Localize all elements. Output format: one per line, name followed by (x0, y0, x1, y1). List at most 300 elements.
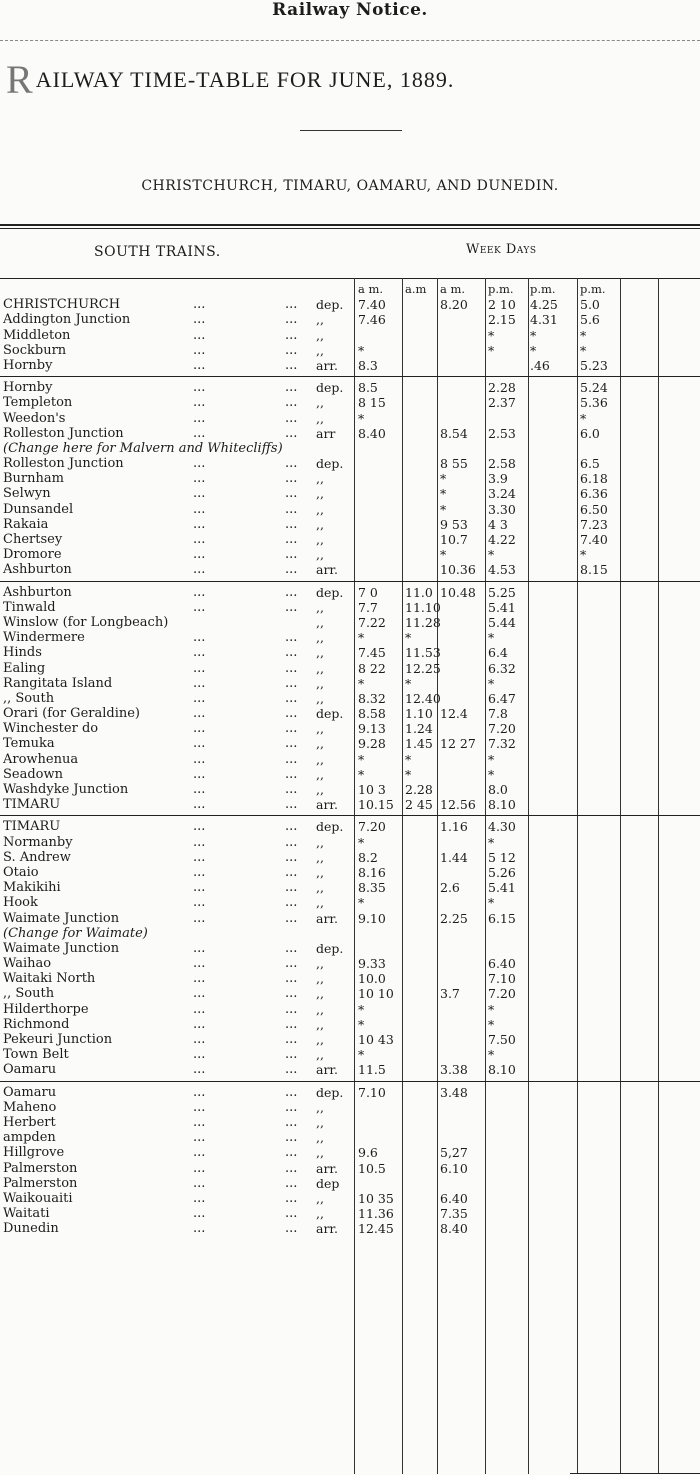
time-cell: 11.53 (405, 645, 441, 661)
leader-dots: ... (285, 425, 298, 441)
leader-dots: ... (285, 471, 298, 487)
timetable-row (0, 1047, 700, 1062)
station-name: Rakaia (3, 516, 49, 532)
leader-dots: ... (285, 1130, 298, 1146)
leader-dots: ... (193, 327, 206, 343)
leader-dots: ... (193, 1130, 206, 1146)
top-rule (0, 40, 700, 41)
arr-dep-mark: dep. (316, 819, 344, 835)
arr-dep-mark: dep. (316, 584, 344, 600)
arr-dep-mark: ,, (316, 1099, 324, 1115)
time-cell: 5.44 (488, 614, 516, 630)
arr-dep-mark: dep. (316, 940, 344, 956)
time-cell: * (358, 630, 365, 646)
block-separator (0, 1078, 700, 1085)
time-cell: 4.25 (530, 297, 558, 313)
time-cell: 8.0 (488, 782, 508, 797)
time-cell: 8.32 (358, 690, 386, 706)
station-name: Ashburton (3, 584, 72, 600)
time-cell: 2.58 (488, 456, 516, 472)
timetable-row (0, 691, 700, 706)
time-cell: 6.0 (580, 425, 600, 441)
arr-dep-mark: ,, (316, 327, 324, 343)
leader-dots: ... (285, 297, 298, 313)
timetable-row (0, 1145, 700, 1160)
time-cell: 8 22 (358, 660, 386, 676)
leader-dots: ... (193, 819, 206, 835)
block-separator (0, 373, 700, 380)
leader-dots: ... (193, 675, 206, 691)
time-cell: 4.22 (488, 532, 516, 547)
leader-dots: ... (285, 395, 298, 411)
timetable-row (0, 441, 700, 456)
time-cell: 4 3 (488, 516, 508, 532)
time-cell: * (358, 675, 365, 691)
time-cell: 4.53 (488, 562, 516, 578)
week-days-heading: Week Days (466, 242, 537, 257)
station-name: ampden (3, 1130, 56, 1146)
time-cell: 5.41 (488, 599, 516, 615)
leader-dots: ... (285, 986, 298, 1002)
section-heading: SOUTH TRAINS. (94, 244, 221, 260)
leader-dots: ... (285, 1175, 298, 1191)
time-cell: 5.25 (488, 584, 516, 600)
arr-dep-mark: ,, (316, 660, 324, 676)
leader-dots: ... (193, 766, 206, 782)
leader-dots: ... (285, 486, 298, 502)
leader-dots: ... (193, 797, 206, 813)
time-cell: 5.26 (488, 864, 516, 880)
time-cell: * (405, 766, 412, 782)
time-cell: 5.24 (580, 380, 608, 396)
leader-dots: ... (193, 1032, 206, 1047)
time-cell: * (405, 630, 412, 646)
timetable-row (0, 328, 700, 343)
arr-dep-mark: arr. (316, 562, 339, 578)
leader-dots: ... (193, 630, 206, 646)
arr-dep-mark: arr. (316, 357, 339, 373)
arr-dep-mark: ,, (316, 880, 324, 896)
station-name: Washdyke Junction (3, 782, 129, 797)
leader-dots: ... (285, 675, 298, 691)
station-name: Ealing (3, 660, 46, 676)
timetable-row (0, 926, 700, 941)
time-cell: * (580, 327, 587, 343)
station-name: Ashburton (3, 562, 72, 578)
arr-dep-mark: ,, (316, 1145, 324, 1161)
block-separator (0, 812, 700, 819)
bottom-rule (570, 1473, 700, 1474)
arr-dep-mark: ,, (316, 1206, 324, 1222)
time-cell: 1.10 (405, 706, 433, 722)
time-cell: 6.18 (580, 471, 608, 487)
arr-dep-mark: arr. (316, 1062, 339, 1078)
leader-dots: ... (193, 864, 206, 880)
timetable-row (0, 1161, 700, 1176)
timetable-row (0, 358, 700, 373)
station-name: Weedon's (3, 410, 66, 426)
time-cell: 6.36 (580, 486, 608, 502)
station-name: Herbert (3, 1114, 56, 1130)
arr-dep-mark: ,, (316, 736, 324, 752)
leader-dots: ... (193, 721, 206, 737)
leader-dots: ... (193, 895, 206, 911)
arr-dep-mark: ,, (316, 395, 324, 411)
timetable-row (0, 1206, 700, 1221)
arr-dep-mark: ,, (316, 410, 324, 426)
station-name: Winchester do (3, 721, 99, 737)
time-cell: 6.4 (488, 645, 508, 661)
arr-dep-mark: arr. (316, 910, 339, 926)
timetable-row (0, 956, 700, 971)
leader-dots: ... (193, 751, 206, 767)
time-cell: 8.40 (440, 1221, 468, 1237)
leader-dots: ... (285, 532, 298, 547)
column-head: a m. (440, 282, 466, 296)
station-name: Rolleston Junction (3, 425, 124, 441)
time-cell: 5.36 (580, 395, 608, 411)
arr-dep-mark: ,, (316, 1016, 324, 1032)
arr-dep-mark: ,, (316, 501, 324, 517)
leader-dots: ... (285, 1016, 298, 1032)
time-cell: * (488, 327, 495, 343)
leader-dots: ... (285, 797, 298, 813)
leader-dots: ... (193, 516, 206, 532)
arr-dep-mark: dep. (316, 1084, 344, 1100)
time-cell: 9.33 (358, 956, 386, 972)
timetable-row (0, 1221, 700, 1236)
time-cell: 8.10 (488, 797, 516, 813)
arr-dep-mark: ,, (316, 971, 324, 987)
leader-dots: ... (193, 971, 206, 987)
arr-dep-mark: ,, (316, 547, 324, 563)
leader-dots: ... (193, 1175, 206, 1191)
leader-dots: ... (193, 1145, 206, 1161)
leader-dots: ... (285, 547, 298, 563)
timetable-row (0, 395, 700, 410)
time-cell: * (358, 766, 365, 782)
leader-dots: ... (193, 1047, 206, 1063)
arr-dep-mark: ,, (316, 782, 324, 797)
time-cell: * (440, 501, 447, 517)
arr-dep-mark: ,, (316, 895, 324, 911)
timetable-row (0, 471, 700, 486)
time-cell: 9.6 (358, 1145, 378, 1161)
block-separator (0, 578, 700, 585)
title-rule (300, 130, 402, 131)
time-cell: 8.10 (488, 1062, 516, 1078)
leader-dots: ... (193, 956, 206, 972)
leader-dots: ... (285, 410, 298, 426)
timetable-row (0, 426, 700, 441)
time-cell: 3.24 (488, 486, 516, 502)
time-cell: 11.0 (405, 584, 433, 600)
time-cell: 8.15 (580, 562, 608, 578)
leader-dots: ... (285, 1032, 298, 1047)
station-name: Maheno (3, 1099, 57, 1115)
station-name: TIMARU (3, 819, 61, 835)
time-cell: 9 53 (440, 516, 468, 532)
leader-dots: ... (285, 312, 298, 328)
timetable-row (0, 819, 700, 834)
header-rule (0, 278, 700, 279)
leader-dots: ... (285, 1099, 298, 1115)
station-name: Makikihi (3, 880, 61, 896)
timetable-row (0, 880, 700, 895)
time-cell: 5,27 (440, 1145, 468, 1161)
leader-dots: ... (285, 690, 298, 706)
time-cell: * (440, 547, 447, 563)
arr-dep-mark: ,, (316, 766, 324, 782)
time-cell: 2.53 (488, 425, 516, 441)
time-cell: 9.28 (358, 736, 386, 752)
time-cell: * (488, 1047, 495, 1063)
time-cell: 11.5 (358, 1062, 386, 1078)
station-name: Addington Junction (3, 312, 131, 328)
time-cell: 7.8 (488, 706, 508, 722)
timetable-row (0, 547, 700, 562)
section-rule (0, 224, 700, 226)
leader-dots: ... (285, 380, 298, 396)
leader-dots: ... (285, 357, 298, 373)
station-name: Palmerston (3, 1175, 78, 1191)
timetable-row (0, 736, 700, 751)
timetable-row (0, 1085, 700, 1100)
time-cell: 8.2 (358, 849, 378, 865)
leader-dots: ... (193, 986, 206, 1002)
arr-dep-mark: ,, (316, 956, 324, 972)
time-cell: 7.20 (358, 819, 386, 835)
leader-dots: ... (193, 645, 206, 661)
change-note: (Change for Waimate) (3, 925, 148, 941)
arr-dep-mark: ,, (316, 864, 324, 880)
timetable-block (0, 297, 700, 373)
leader-dots: ... (285, 660, 298, 676)
time-cell: 8 55 (440, 456, 468, 472)
time-cell: * (488, 675, 495, 691)
leader-dots: ... (193, 880, 206, 896)
time-cell: 11.10 (405, 599, 441, 615)
leader-dots: ... (193, 312, 206, 328)
time-cell: 6.32 (488, 660, 516, 676)
timetable-row (0, 1100, 700, 1115)
time-cell: * (358, 895, 365, 911)
time-cell: 1.24 (405, 721, 433, 737)
timetable-row (0, 752, 700, 767)
timetable-row (0, 835, 700, 850)
time-cell: 7.10 (488, 971, 516, 987)
column-head: a m. (358, 282, 384, 296)
time-cell: 5.41 (488, 880, 516, 896)
timetable-row (0, 615, 700, 630)
time-cell: 6.5 (580, 456, 600, 472)
time-cell: * (580, 547, 587, 563)
leader-dots: ... (193, 910, 206, 926)
arr-dep-mark: ,, (316, 599, 324, 615)
leader-dots: ... (193, 297, 206, 313)
station-name: Oamaru (3, 1062, 57, 1078)
time-cell: 10.0 (358, 971, 386, 987)
time-cell: 3.7 (440, 986, 460, 1002)
time-cell: 8.40 (358, 425, 386, 441)
leader-dots: ... (193, 501, 206, 517)
leader-dots: ... (285, 456, 298, 472)
time-cell: 7.32 (488, 736, 516, 752)
leader-dots: ... (285, 834, 298, 850)
route-heading: CHRISTCHURCH, TIMARU, OAMARU, AND DUNEDIN. (141, 178, 559, 194)
time-cell: * (488, 766, 495, 782)
station-name: Town Belt (3, 1047, 69, 1063)
leader-dots: ... (193, 456, 206, 472)
time-cell: * (440, 486, 447, 502)
station-name: Hornby (3, 380, 53, 396)
time-cell: 7.22 (358, 614, 386, 630)
leader-dots: ... (193, 1160, 206, 1176)
station-name: Waihao (3, 956, 52, 972)
arr-dep-mark: ,, (316, 721, 324, 737)
arr-dep-mark: ,, (316, 471, 324, 487)
timetable-row (0, 532, 700, 547)
leader-dots: ... (193, 599, 206, 615)
station-name: Middleton (3, 327, 71, 343)
station-name: Oamaru (3, 1084, 57, 1100)
leader-dots: ... (193, 736, 206, 752)
time-cell: 6.40 (488, 956, 516, 972)
time-cell: 8.35 (358, 880, 386, 896)
arr-dep-mark: ,, (316, 751, 324, 767)
leader-dots: ... (285, 782, 298, 797)
column-head: p.m. (530, 282, 556, 296)
leader-dots: ... (193, 1206, 206, 1222)
leader-dots: ... (285, 940, 298, 956)
time-cell: 7.46 (358, 312, 386, 328)
arr-dep-mark: dep. (316, 297, 344, 313)
time-cell: 10.36 (440, 562, 476, 578)
station-name: Pekeuri Junction (3, 1032, 113, 1047)
station-name: Burnham (3, 471, 64, 487)
time-cell: 1.44 (440, 849, 468, 865)
leader-dots: ... (285, 516, 298, 532)
time-cell: * (358, 1047, 365, 1063)
arr-dep-mark: dep. (316, 456, 344, 472)
leader-dots: ... (285, 819, 298, 835)
timetable-row (0, 1017, 700, 1032)
timetable-row (0, 721, 700, 736)
time-cell: 10 3 (358, 782, 386, 797)
timetable-row (0, 600, 700, 615)
arr-dep-mark: ,, (316, 1047, 324, 1063)
leader-dots: ... (193, 1190, 206, 1206)
station-name: Tinwald (3, 599, 56, 615)
arr-dep-mark: ,, (316, 849, 324, 865)
time-cell: 7.40 (580, 532, 608, 547)
arr-dep-mark: dep. (316, 706, 344, 722)
station-name: Templeton (3, 395, 73, 411)
leader-dots: ... (285, 971, 298, 987)
arr-dep-mark: ,, (316, 690, 324, 706)
timetable-row (0, 1115, 700, 1130)
time-cell: .46 (530, 357, 550, 373)
leader-dots: ... (285, 956, 298, 972)
change-note: (Change here for Malvern and Whitecliffs) (3, 440, 283, 456)
leader-dots: ... (193, 547, 206, 563)
timetable-row (0, 297, 700, 312)
station-name: Hilderthorpe (3, 1001, 89, 1017)
timetable-row (0, 676, 700, 691)
arr-dep-mark: ,, (316, 1114, 324, 1130)
leader-dots: ... (285, 1047, 298, 1063)
timetable-row (0, 850, 700, 865)
time-cell: 6.50 (580, 501, 608, 517)
time-cell: 8.54 (440, 425, 468, 441)
leader-dots: ... (193, 690, 206, 706)
leader-dots: ... (193, 532, 206, 547)
arr-dep-mark: arr. (316, 1160, 339, 1176)
time-cell: * (488, 751, 495, 767)
leader-dots: ... (285, 706, 298, 722)
station-name: Dunsandel (3, 501, 74, 517)
arr-dep-mark: ,, (316, 1001, 324, 1017)
timetable-row (0, 517, 700, 532)
column-head: a.m (405, 282, 427, 296)
leader-dots: ... (193, 584, 206, 600)
leader-dots: ... (193, 1221, 206, 1237)
station-name: Windermere (3, 630, 85, 646)
timetable-row (0, 797, 700, 812)
time-cell: 9.13 (358, 721, 386, 737)
column-heads-row (0, 282, 700, 297)
timetable-row (0, 411, 700, 426)
timetable-block (0, 380, 700, 577)
station-name: Hornby (3, 357, 53, 373)
arr-dep-mark: arr. (316, 797, 339, 813)
time-cell: 7.40 (358, 297, 386, 313)
leader-dots: ... (285, 1160, 298, 1176)
leader-dots: ... (285, 895, 298, 911)
leader-dots: ... (285, 645, 298, 661)
leader-dots: ... (285, 1206, 298, 1222)
station-name: S. Andrew (3, 849, 71, 865)
timetable-block (0, 819, 700, 1077)
leader-dots: ... (285, 1221, 298, 1237)
timetable-row (0, 1130, 700, 1145)
time-cell: * (358, 1016, 365, 1032)
timetable-row (0, 645, 700, 660)
time-cell: * (580, 410, 587, 426)
time-cell: 1.45 (405, 736, 433, 752)
time-cell: 2 45 (405, 797, 433, 813)
station-name: Dromore (3, 547, 62, 563)
title-text: AILWAY TIME-TABLE FOR JUNE, 1889. (35, 67, 455, 92)
time-cell: 12.40 (405, 690, 441, 706)
timetable-row (0, 456, 700, 471)
time-cell: 8.20 (440, 297, 468, 313)
station-name: Rangitata Island (3, 675, 113, 691)
station-name: ,, South (3, 986, 55, 1002)
station-name: Dunedin (3, 1221, 59, 1237)
station-name: Temuka (3, 736, 55, 752)
time-cell: * (580, 342, 587, 358)
time-cell: 5.0 (580, 297, 600, 313)
time-cell: 4.31 (530, 312, 558, 328)
arr-dep-mark: ,, (316, 486, 324, 502)
timetable-row (0, 486, 700, 501)
leader-dots: ... (193, 342, 206, 358)
time-cell: 3.48 (440, 1084, 468, 1100)
station-name: Sockburn (3, 342, 67, 358)
timetable-row (0, 767, 700, 782)
time-cell: 2.6 (440, 880, 460, 896)
